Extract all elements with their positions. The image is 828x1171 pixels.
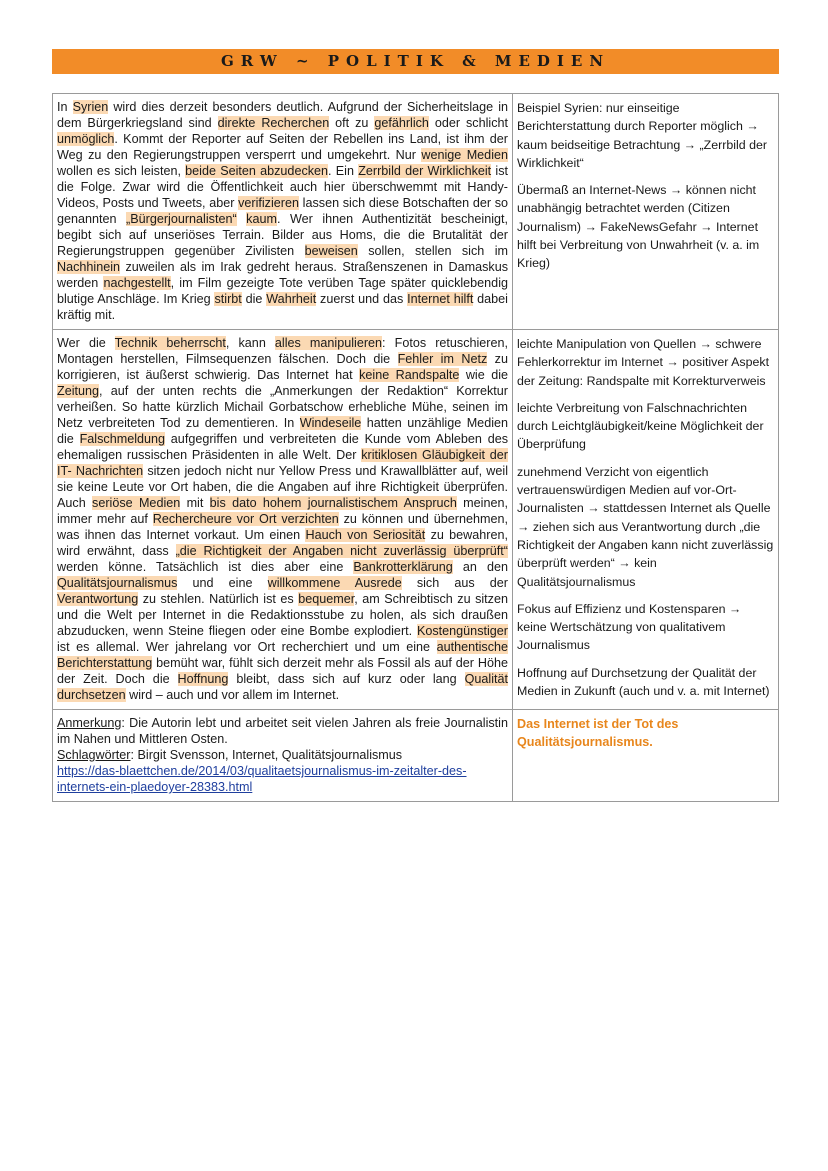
table-row [53, 710, 779, 802]
note-item: leichte Manipulation von Quellen → schwere Fehlerkorrektur im Internet → positiver Aspekt der Zeitung: Randspalte mit Korrekturverweis [517, 337, 770, 388]
conclusion-cell [513, 710, 779, 802]
conclusion-text: Das Internet ist der Tot des Qualitätsjournalismus. [517, 717, 679, 749]
note-item: Hoffnung auf Durchsetzung der Qualität der Medien in Zukunft (auch und v. a. mit Internet) [517, 665, 770, 699]
source-link[interactable]: https://das-blaettchen.de/2014/03/qualitaetsjournalismus-im-zeitalter-des-internets-ein-plaedoyer-28383.html [57, 764, 467, 794]
source-meta-cell [53, 710, 513, 802]
notes-cell [513, 94, 779, 330]
note-item: zunehmend Verzicht von eigentlich vertrauenswürdigen Medien auf vor-Ort-Journalisten → stattdessen Internet als Quelle → ziehen sich aus Verantwortung durch „die Richtigkeit der Angaben kann nicht zuverlässig überprüft werden“ → kein Qualitätsjournalismus [517, 464, 774, 589]
source-paragraph: Wer die Technik beherrscht, kann alles manipulieren: Fotos retuschieren, Montagen herstellen, Filmsequenzen fälschen. Doch die Fehler im Netz zu korrigieren, ist äußerst schwierig. Das Internet hat keine Randspalte wie die Zeitung, auf der unten rechts die „Anmerkungen der Redaktion“ Korrektur verheißen. So hatte kürzlich Michail Gorbatschow erhebliche Mühe, seinen im Netz verbreiteten Tod zu dementieren. In Windeseile hatten unzählige Medien die Falschmeldung aufgegriffen und verbreiteten die Kunde vom Ableben des ehemaligen russischen Präsidenten in alle Welt. Der kritiklosen Gläubigkeit der IT- Nachrichten sitzen jedoch nicht nur Yellow Press und Krawallblätter auf, weil sie keine Leute vor Ort haben, die die Angaben auf ihre Richtigkeit überprüfen. Auch seriöse Medien mit bis dato hohem journalistischem Anspruch meinen, immer mehr auf Rechercheure vor Ort verzichten zu können und übernehmen, was ihnen das Internet vorkaut. Um einen Hauch von Seriosität zu bewahren, wird erwähnt, dass „die Richtigkeit der Angaben nicht zuverlässig überprüft“ werden könne. Tatsächlich ist dies aber eine Bankrotterklärung an den Qualitätsjournalismus und eine willkommene Ausrede sich aus der Verantwortung zu stehlen. Natürlich ist es bequemer, am Schreibtisch zu sitzen und die Welt per Internet in die Redaktionsstube zu holen, als sich draußen abzuducken, wenn Steine fliegen oder eine Bombe explodiert. Kostengünstiger ist es allemal. Wer jahrelang vor Ort recherchiert und um eine authentische Berichterstattung bemüht war, fühlt sich derzeit mehr als Fossil als auf der Höhe der Zeit. Doch die Hoffnung bleibt, dass sich auf kurz oder lang Qualität durchsetzen wird – auch und vor allem im Internet. [57, 336, 509, 702]
analysis-table [52, 93, 779, 802]
source-text-cell [53, 94, 513, 330]
note-item: Beispiel Syrien: nur einseitige Berichterstattung durch Reporter möglich → kaum beidseitige Betrachtung → „Zerrbild der Wirklichkeit“ [517, 101, 767, 170]
page-title: GRW ~ POLITIK & MEDIEN [52, 49, 779, 74]
source-text-cell [53, 330, 513, 710]
source-paragraph: In Syrien wird dies derzeit besonders deutlich. Aufgrund der Sicherheitslage in dem Bürgerkriegsland sind direkte Recherchen oft zu gefährlich oder schlicht unmöglich. Kommt der Reporter auf Seiten der Rebellen ins Land, ist ihm der Weg zu den Regierungstruppen versperrt und umgekehrt. Nur wenige Medien wollen es sich leisten, beide Seiten abzudecken. Ein Zerrbild der Wirklichkeit ist die Folge. Zwar wird die Öffentlichkeit auch hier überschwemmt mit Handy-Videos, Posts und Tweets, aber verifizieren lassen sich diese Botschaften der so genannten „Bürgerjournalisten“ kaum. Wer ihnen Authentizität bescheinigt, begibt sich auf unseriöses Terrain. Bilder aus Homs, die die Brutalität der Regierungstruppen gegenüber Zivilisten beweisen sollen, stellen sich im Nachhinein zuweilen als im Irak gedreht heraus. Straßenszenen in Damaskus werden nachgestellt, im Film gezeigte Tote verüben Tage später quicklebendig blutige Anschläge. Im Krieg stirbt die Wahrheit zuerst und das Internet hilft dabei kräftig mit. [57, 100, 509, 322]
notes-cell [513, 330, 779, 710]
table-row [53, 330, 779, 710]
keywords: Schlagwörter: Birgit Svensson, Internet, Qualitätsjournalismus [57, 748, 403, 762]
note-item: Übermaß an Internet-News → können nicht unabhängig betrachtet werden (Citizen Journalism) → FakeNewsGefahr → Internet hilft bei Verbreitung von Unwahrheit (v. a. im Krieg) [517, 183, 760, 271]
table-row [53, 94, 779, 330]
note-item: Fokus auf Effizienz und Kostensparen → keine Wertschätzung von qualitativem Journalismus [517, 601, 742, 653]
author-remark: Anmerkung: Die Autorin lebt und arbeitet seit vielen Jahren als freie Journalistin im Nahen und Mittleren Osten. [57, 716, 508, 746]
note-item: leichte Verbreitung von Falschnachrichten durch Leichtgläubigkeit/keine Möglichkeit der Überprüfung [517, 400, 764, 452]
